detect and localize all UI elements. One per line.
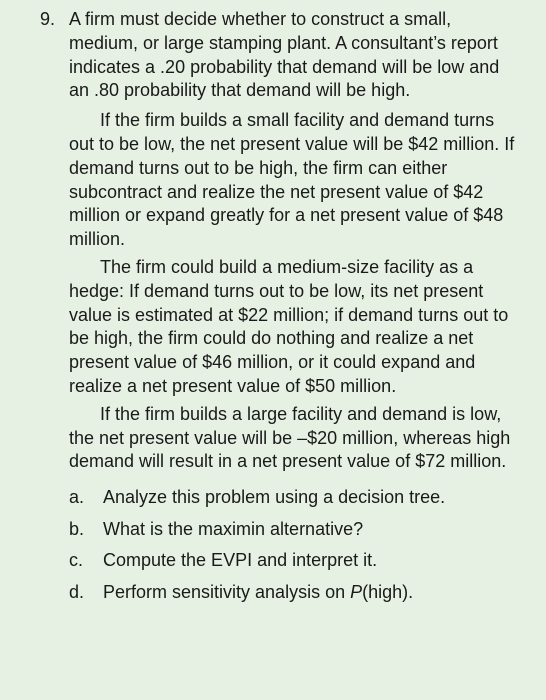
part-text-before: Perform sensitivity analysis on	[103, 581, 351, 602]
part-d	[69, 581, 522, 613]
part-letter: a.	[69, 487, 85, 508]
part-text	[103, 581, 413, 605]
part-c	[69, 549, 522, 581]
question-parts	[69, 486, 522, 612]
problem-body	[69, 8, 522, 612]
part-b	[69, 518, 522, 550]
large-facility-paragraph: If the firm builds a large facility and demand is low, the net present value will be –$20 million, whereas high demand will result in a net present value of $72 million.	[69, 403, 511, 472]
intro-paragraph: A firm must decide whether to construct a small, medium, or large stamping plant. A consultant’s report indicates a .20 probability that demand will be low and an .80 probability that demand will be high.	[69, 9, 500, 101]
part-letter: d.	[69, 581, 85, 602]
part-text-italic: P	[350, 581, 363, 602]
problem-number: 9.	[40, 9, 56, 29]
part-letter: c.	[69, 550, 84, 571]
part-text: What is the maximin alternative?	[103, 518, 364, 539]
small-facility-paragraph: If the firm builds a small facility and demand turns out to be low, the net present value will be $42 million. If demand turns out to be high, the firm can either subcontract and realize the net present value of $42 million or expand greatly for a net present value of $48 million.	[69, 110, 515, 250]
part-text: Compute the EVPI and interpret it.	[103, 550, 378, 571]
part-letter: b.	[69, 518, 85, 539]
medium-facility-paragraph: The firm could build a medium-size facility as a hedge: If demand turns out to be low, its net present value is estimated at $22 million; if demand turns out to be high, the firm could do nothing and realize a net present value of $46 million, or it could expand and realize a net present value of $50 million.	[69, 256, 509, 396]
part-a	[69, 486, 522, 518]
part-text-after: (high).	[362, 581, 414, 602]
part-text: Analyze this problem using a decision tree.	[103, 487, 446, 508]
